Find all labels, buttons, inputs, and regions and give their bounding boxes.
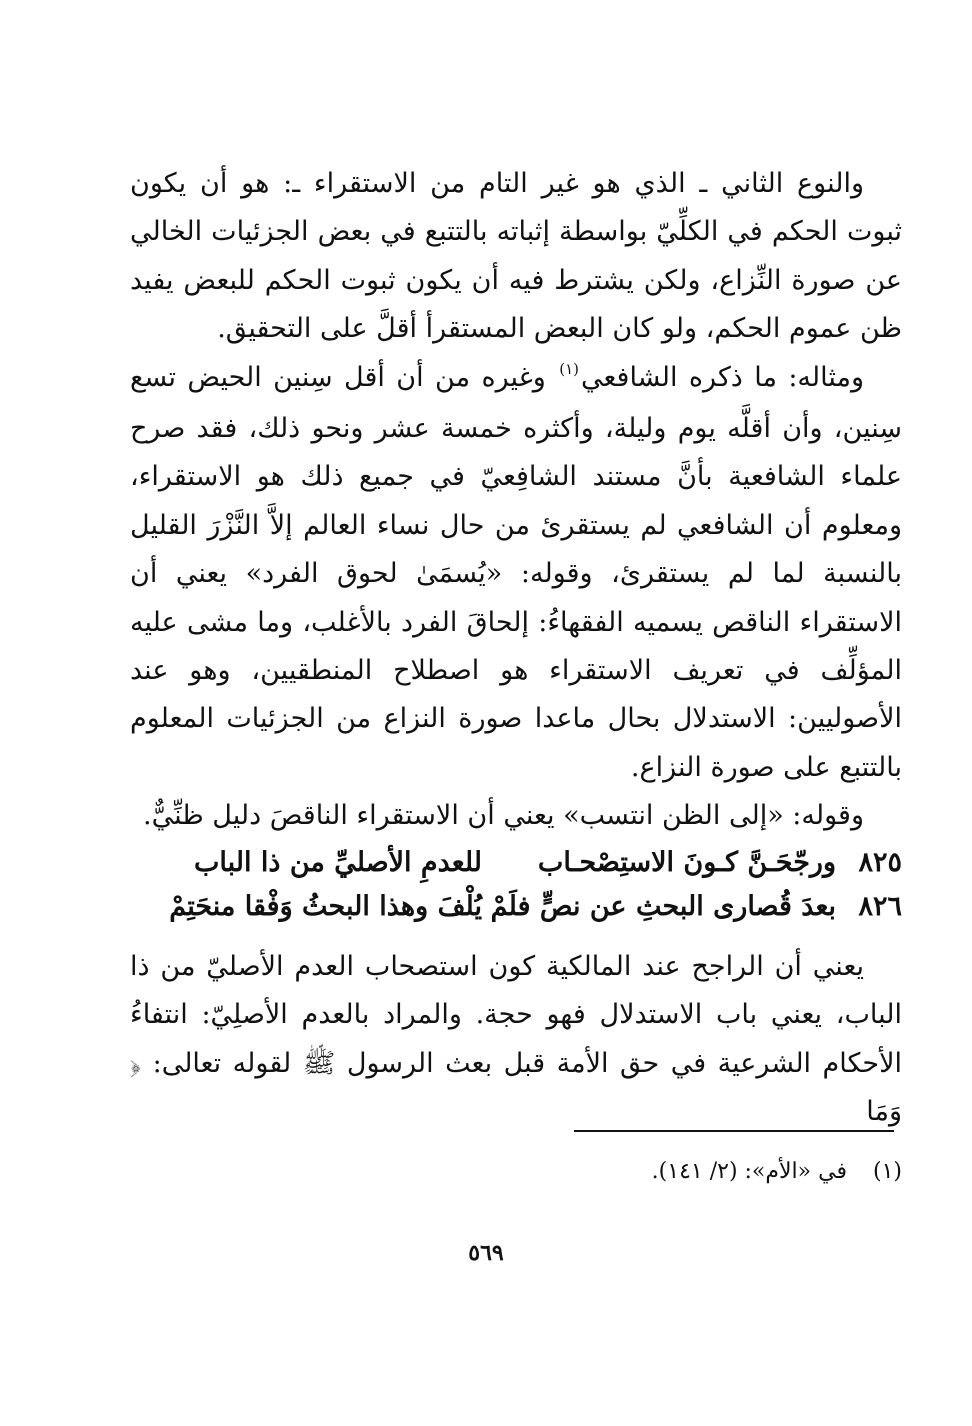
verse-block bbox=[130, 841, 902, 929]
example-lead: ومثاله: ما ذكره الشافعي bbox=[581, 361, 864, 393]
verse-first-hemistich: ورجّحَـنَّ كـونَ الاستِصْحـاب bbox=[537, 846, 836, 878]
verse-number: ٨٢٦ bbox=[858, 890, 902, 922]
paragraph-explanation: يعني أن الراجح عند المالكية كون استصحاب العدم الأصليّ من ذا الباب، يعني باب الاستدلال فهو حجة. والمراد بالعدم الأصلِيّ: انتفاءُ الأحكام الشرعية في حق الأمة قبل بعث الرسول ﷺ لقوله تعالى: ﴿ وَمَا bbox=[130, 950, 902, 1127]
footnote-marker[interactable]: (١) bbox=[559, 359, 580, 378]
verse-line bbox=[130, 885, 902, 929]
footnote bbox=[500, 1157, 902, 1187]
main-text bbox=[130, 160, 902, 1136]
verse-first-hemistich: بعدَ قُصارى البحثِ عن نصٍّ فلَمْ bbox=[490, 890, 836, 922]
footnote-divider bbox=[574, 1130, 894, 1132]
footnote-number: (١) bbox=[872, 1159, 902, 1184]
verse-line bbox=[130, 841, 902, 885]
paragraph-saying: وقوله: «إلى الظن انتسب» يعني أن الاستقراء الناقصَ دليل ظنِّيٌّ. bbox=[143, 800, 864, 832]
footnote-text: في «الأم»: (٢/ ١٤١). bbox=[651, 1159, 847, 1184]
verse-second-hemistich: للعدمِ الأصليِّ من ذا الباب bbox=[193, 846, 482, 878]
paragraph-example bbox=[130, 354, 902, 793]
verse-number: ٨٢٥ bbox=[858, 846, 902, 878]
verse-second-hemistich: يُلْفَ وهذا البحثُ وَفْقا منحَتِمْ bbox=[169, 890, 482, 922]
paragraph-definition: والنوع الثاني ـ الذي هو غير التام من الاستقراء ـ: هو أن يكون ثبوت الحكم في الكلِّيّ بواسطة إثباته بالتتبع في بعض الجزئيات الخالي عن صورة النِّزاع، ولكن يشترط فيه أن يكون ثبوت الحكم للبعض يفيد ظن عموم الحكم، ولو كان البعض المستقرأ أقلَّ على التحقيق. bbox=[130, 168, 902, 345]
example-body: وغيره من أن أقل سِنين الحيض تسع سِنين، وأن أقلَّه يوم وليلة، وأكثره خمسة عشر ونحو ذلك، فقد صرح علماء الشافعية بأنَّ مستند الشافِعيّ في جميع ذلك هو الاستقراء، ومعلوم أن الشافعي لم يستقرئ من حال نساء العالم إلاَّ النَّزْرَ القليل بالنسبة لما لم يستقرئ، وقوله: «يُسمَىٰ لحوق الفرد» يعني أن الاستقراء الناقص يسميه الفقهاءُ: إلحاقَ الفرد بالأغلب، وما مشى عليه المؤلِّف في تعريف الاستقراء هو اصطلاح المنطقيين، وهو عند الأصوليين: الاستدلال بحال ماعدا صورة النزاع من الجزئيات المعلوم بالتتبع على صورة النزاع. bbox=[130, 361, 902, 783]
spacer bbox=[130, 929, 902, 943]
page-number: ٥٦٩ bbox=[468, 1240, 504, 1266]
